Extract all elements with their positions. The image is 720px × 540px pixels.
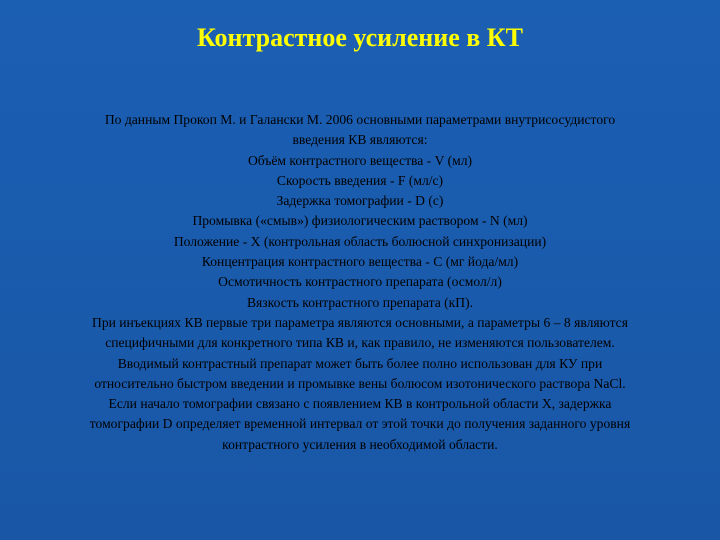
slide-body — [20, 110, 700, 455]
closing-line: контрастного усиления в необходимой области. — [222, 436, 498, 452]
parameter-volume: Объём контрастного вещества - V (мл) — [247, 152, 473, 168]
slide-title: Контрастное усиление в КТ — [196, 23, 523, 52]
parameter-osmolality: Осмотичность контрастного препарата (осмол/л) — [218, 274, 502, 290]
intro-line: введения КВ являются: — [292, 132, 428, 148]
parameter-concentration: Концентрация контрастного вещества - С (мг йода/мл) — [201, 254, 519, 270]
parameter-flush: Промывка («смыв») физиологическим раствором - N (мл) — [192, 213, 528, 229]
closing-line: При инъекциях КВ первые три параметра являются основными, а параметры 6 – 8 являются — [92, 314, 628, 330]
parameter-delay: Задержка томографии - D (с) — [276, 193, 444, 209]
closing-line: Вводимый контрастный препарат может быть более полно использован для КУ при — [117, 355, 603, 371]
parameter-viscosity: Вязкость контрастного препарата (кП). — [246, 294, 473, 310]
closing-line: томографии D определяет временной интервал от этой точки до получения заданного уровня — [89, 416, 631, 432]
closing-line: Если начало томографии связано с появлением КВ в контрольной области Х, задержка — [108, 396, 612, 412]
closing-line: специфичными для конкретного типа КВ и, как правило, не изменяются пользователем. — [105, 335, 615, 351]
parameter-rate: Скорость введения - F (мл/с) — [276, 172, 444, 188]
closing-line: относительно быстром введении и промывке вены болюсом изотонического раствора NaCl. — [94, 375, 626, 391]
intro-line: По данным Прокоп М. и Галански М. 2006 основными параметрами внутрисосудистого — [104, 112, 616, 127]
parameter-position: Положение - Х (контрольная область болюсной синхронизации) — [173, 233, 547, 249]
